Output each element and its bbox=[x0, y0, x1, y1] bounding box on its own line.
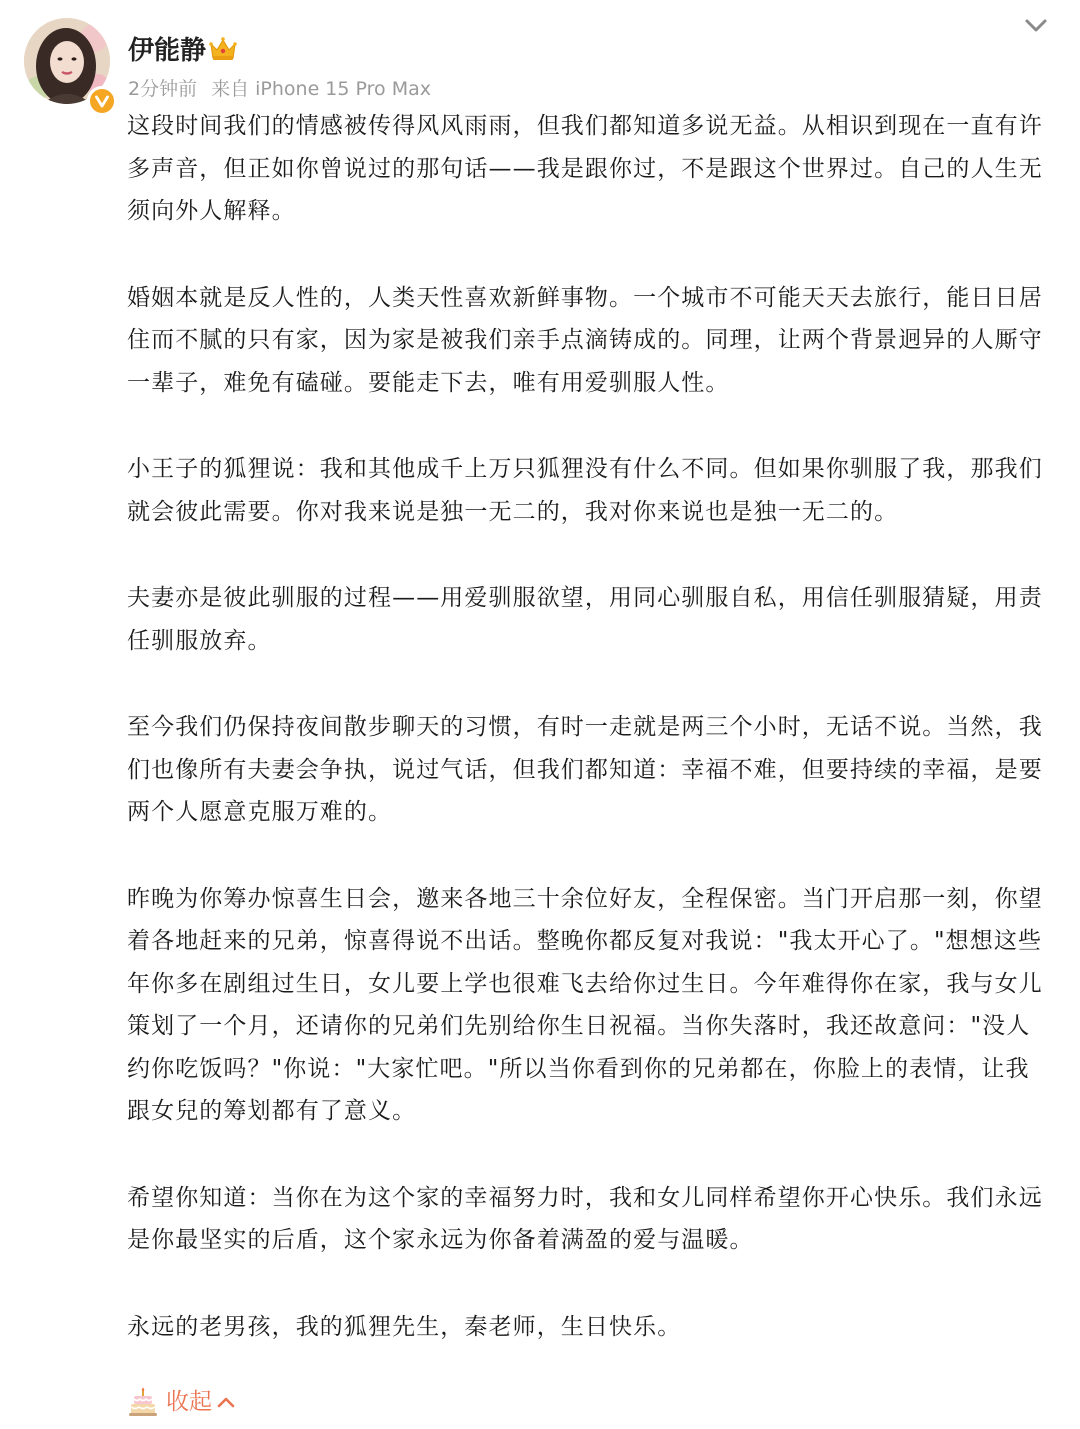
post-paragraph: 婚姻本就是反人性的，人类天性喜欢新鲜事物。一个城市不可能天天去旅行，能日日居住而不腻的只有家，因为家是被我们亲手点滴铸成的。同理，让两个背景迥异的人厮守一辈子，难免有磕碰。要能走下去，唯有用爱驯服人性。 bbox=[127, 284, 1043, 396]
post-paragraph: 永远的老男孩，我的狐狸先生，秦老师，生日快乐。 bbox=[127, 1313, 682, 1340]
post-paragraph: 昨晚为你筹办惊喜生日会，邀来各地三十余位好友，全程保密。当门开启那一刻，你望着各地赶来的兄弟，惊喜得说不出话。整晚你都反复对我说："我太开心了。"想想这些年你多在剧组过生日，女儿要上学也很难飞去给你过生日。今年难得你在家，我与女儿策划了一个月，还请你的兄弟们先别给你生日祝福。当你失落时，我还故意问："没人约你吃饭吗？"你说："大家忙吧。"所以当你看到你的兄弟都在，你脸上的表情，让我跟女兒的筹划都有了意义。 bbox=[127, 885, 1043, 1124]
collapse-label[interactable]: 收起 bbox=[166, 1389, 212, 1415]
birthday-cake-icon bbox=[128, 1387, 158, 1417]
post-paragraph: 至今我们仍保持夜间散步聊天的习惯，有时一走就是两三个小时，无话不说。当然，我们也像所有夫妻会争执，说过气话，但我们都知道：幸福不难，但要持续的幸福，是要两个人愿意克服万难的。 bbox=[127, 714, 1043, 825]
post-body bbox=[127, 105, 1047, 1392]
post-time: 2分钟前 bbox=[128, 78, 198, 100]
user-name[interactable]: 伊能静 bbox=[128, 36, 207, 66]
post-header bbox=[0, 0, 1080, 110]
collapse-button[interactable] bbox=[128, 1385, 236, 1419]
verified-v-icon bbox=[87, 86, 117, 116]
post-paragraph: 这段时间我们的情感被传得风风雨雨，但我们都知道多说无益。从相识到现在一直有许多声音，但正如你曾说过的那句话——我是跟你过，不是跟这个世界过。自己的人生无须向外人解释。 bbox=[127, 113, 1043, 224]
post-paragraph: 希望你知道：当你在为这个家的幸福努力时，我和女儿同样希望你开心快乐。我们永远是你最坚实的后盾，这个家永远为你备着满盈的爱与温暖。 bbox=[127, 1184, 1043, 1253]
chevron-up-icon[interactable] bbox=[216, 1395, 236, 1409]
post-paragraph: 夫妻亦是彼此驯服的过程——用爱驯服欲望，用同心驯服自私，用信任驯服猜疑，用责任驯服放弃。 bbox=[127, 585, 1043, 654]
chevron-down-icon[interactable] bbox=[1020, 14, 1052, 38]
post-paragraph: 小王子的狐狸说：我和其他成千上万只狐狸没有什么不同。但如果你驯服了我，那我们就会彼此需要。你对我来说是独一无二的，我对你来说也是独一无二的。 bbox=[127, 456, 1043, 525]
crown-icon bbox=[208, 35, 238, 63]
post-source: 来自 iPhone 15 Pro Max bbox=[211, 78, 431, 100]
post-meta bbox=[128, 76, 431, 102]
